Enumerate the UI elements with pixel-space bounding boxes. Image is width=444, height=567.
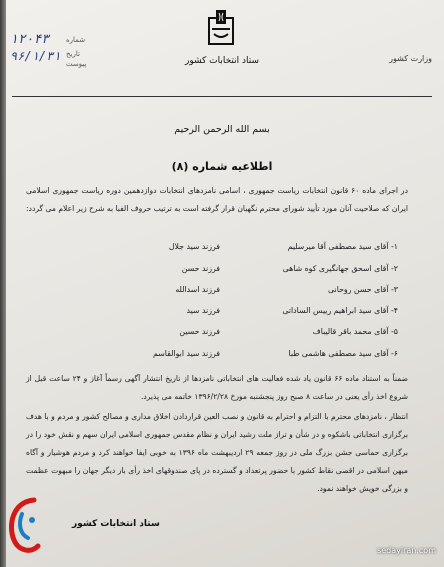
org-name: ستاد انتخابات کشور bbox=[184, 56, 260, 66]
candidate-row bbox=[58, 327, 398, 339]
candidate-name: ۳- آقای حسن روحانی bbox=[328, 285, 398, 294]
watermark-url: sedayiran.com bbox=[377, 546, 436, 555]
ministry-label: وزارت کشور bbox=[389, 54, 432, 63]
closing-paragraph: انتظار ، نامزدهای محترم با التزام و احترام به قانون و نصب العین قراردادن اخلاق مداری و مصالح کشور و مردم و با هدف برگزاری انتخاباتی باشکوه و در شأن و تراز ملت رشید ایران و نظام مقدس جمهوری اسلامی ایران سهم و نقش خود را در برگزاری حماسی جشن بزرگ ملی در روز جمعه ۲۹ اردیبهشت ماه ۱۳۹۶ به خوبی ایفا خواهند کرد و مردم هوشیار و آگاه میهن اسلامی در اقصی نقاط کشور با حضور پرتعداد و گسترده در پای صندوقهای اخذ رأی بار دیگر جهان را مبهوت عظمت و بزرگی خویش خواهند نمود. bbox=[26, 412, 408, 493]
candidate-father: فرزند سید bbox=[186, 306, 220, 315]
candidate-father: فرزند حسین bbox=[179, 327, 220, 336]
candidate-row bbox=[58, 349, 398, 361]
number-value: ۱۲۰۴۳ bbox=[10, 32, 50, 47]
watermark-logo-icon bbox=[4, 496, 48, 560]
candidate-father: فرزند سید جلال bbox=[168, 242, 220, 251]
candidate-name: ۱- آقای سید مصطفی آقا میرسلیم bbox=[287, 242, 398, 251]
candidate-row bbox=[58, 242, 398, 254]
attachment-label: پیوست bbox=[66, 60, 87, 68]
number-label: شماره bbox=[66, 36, 86, 44]
candidate-name: ۶- آقای سید مصطفی هاشمی طبا bbox=[288, 349, 398, 358]
candidate-father: فرزند اسدالله bbox=[175, 285, 220, 294]
candidate-name: ۲- آقای اسحق جهانگیری کوه شاهی bbox=[282, 264, 398, 273]
candidate-father: فرزند سید ابوالقاسم bbox=[153, 349, 220, 358]
header-divider bbox=[12, 96, 432, 97]
signature: ستاد انتخابات کشور bbox=[72, 519, 160, 529]
intro-paragraph: در اجرای ماده ۶۰ قانون انتخابات ریاست جمهوری ، اسامی نامزدهای انتخابات دوازدهمین دوره ریاست جمهوری اسلامی ایران که صلاحیت آنان مورد تأیید شورای محترم نگهبان قرار گرفته است به ترتیب حروف الفبا به شرح زیر اعلام می گردد: bbox=[26, 186, 408, 213]
campaign-paragraph: ضمناً به استناد ماده ۶۶ قانون یاد شده فعالیت های انتخاباتی نامزدها از تاریخ انتشار آگهی رسماً آغاز و ۲۴ ساعت قبل از شروع اخذ رأی یعنی در ساعت ۸ صبح روز پنجشنبه مورخ ۱۳۹۶/۲/۲۸ خاتمه می پذیرد. bbox=[26, 374, 408, 401]
page-left-shadow bbox=[0, 0, 6, 567]
candidate-name: ۵- آقای محمد باقر قالیباف bbox=[312, 327, 398, 336]
candidate-row bbox=[58, 264, 398, 276]
candidate-row bbox=[58, 285, 398, 297]
candidate-father: فرزند حسن bbox=[181, 264, 220, 273]
notice-title: اطلاعیه شماره (۸) bbox=[171, 160, 273, 173]
date-value: ۹۶/۱/۳۱ bbox=[10, 49, 61, 63]
date-label: تاریخ bbox=[66, 50, 80, 58]
candidate-row bbox=[58, 306, 398, 318]
basmala: بسم الله الرحمن الرحیم bbox=[174, 124, 270, 135]
election-emblem-icon bbox=[198, 4, 244, 50]
candidate-name: ۴- آقای سید ابراهیم رییس الساداتی bbox=[282, 306, 398, 315]
